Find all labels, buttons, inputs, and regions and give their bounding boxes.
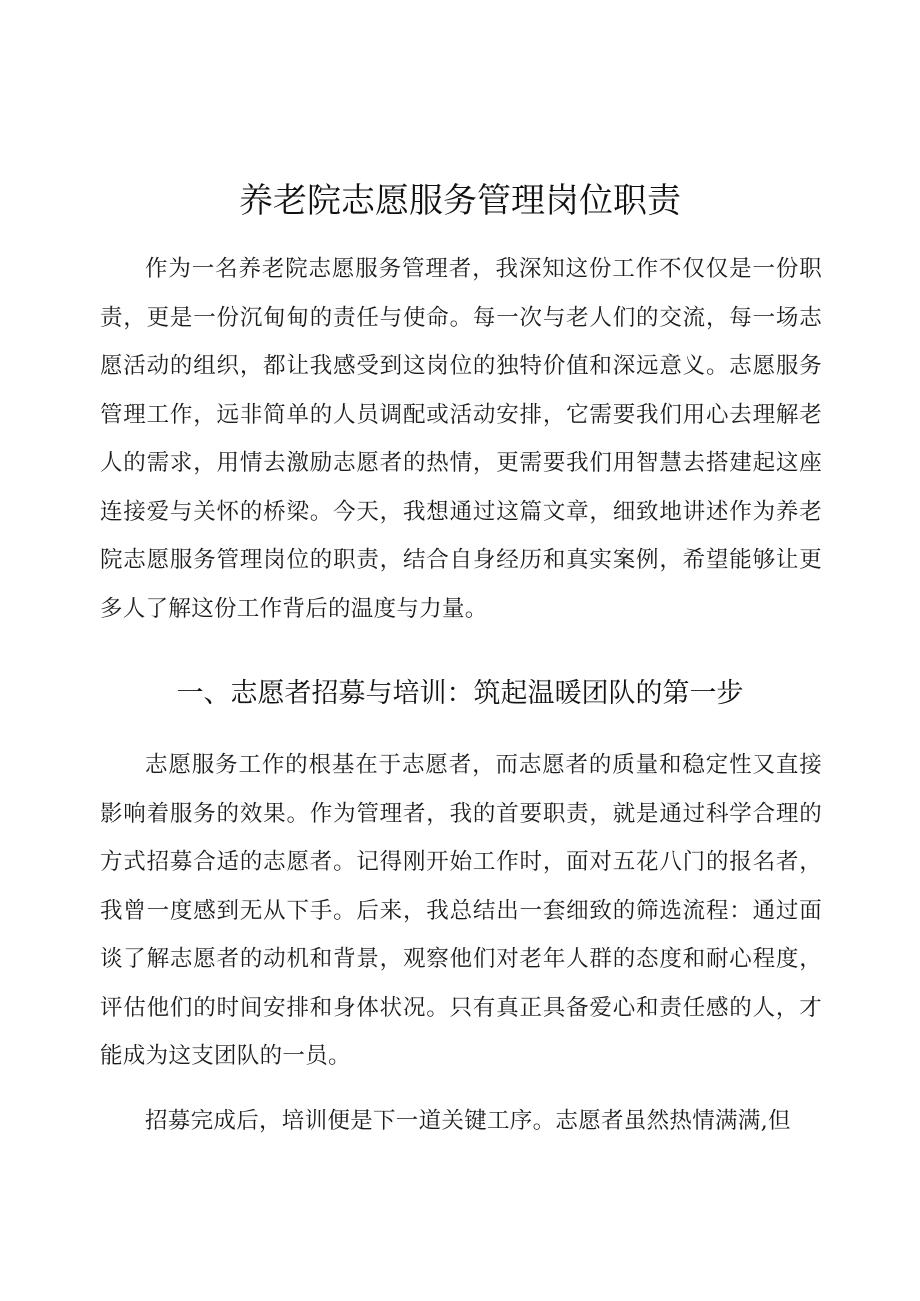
section-paragraph-recruitment: 志愿服务工作的根基在于志愿者，而志愿者的质量和稳定性又直接影响着服务的效果。作为管理者，我的首要职责，就是通过科学合理的方式招募合适的志愿者。记得刚开始工作时，面对五花八门的报名者，我曾一度感到无从下手。后来，我总结出一套细致的筛选流程：通过面谈了解志愿者的动机和背景，观察他们对老年人群的态度和耐心程度，评估他们的时间安排和身体状况。只有真正具备爱心和责任感的人，才能成为这支团队的一员。 xyxy=(100,752,822,1069)
section-heading: 一、志愿者招募与培训：筑起温暖团队的第一步 xyxy=(176,678,744,709)
intro-paragraph: 作为一名养老院志愿服务管理者，我深知这份工作不仅仅是一份职责，更是一份沉甸甸的责任与使命。每一次与老人们的交流，每一场志愿活动的组织，都让我感受到这岗位的独特价值和深远意义。志愿服务管理工作，远非简单的人员调配或活动安排，它需要我们用心去理解老人的需求，用情去激励志愿者的热情，更需要我们用智慧去搭建起这座连接爱与关怀的桥梁。今天，我想通过这篇文章，细致地讲述作为养老院志愿服务管理岗位的职责，结合自身经历和真实案例，希望能够让更多人了解这份工作背后的温度与力量。 xyxy=(100,256,822,622)
section-paragraph-training: 招募完成后，培训便是下一道关键工序。志愿者虽然热情满满,但 xyxy=(145,1108,791,1134)
document-title: 养老院志愿服务管理岗位职责 xyxy=(239,181,681,221)
